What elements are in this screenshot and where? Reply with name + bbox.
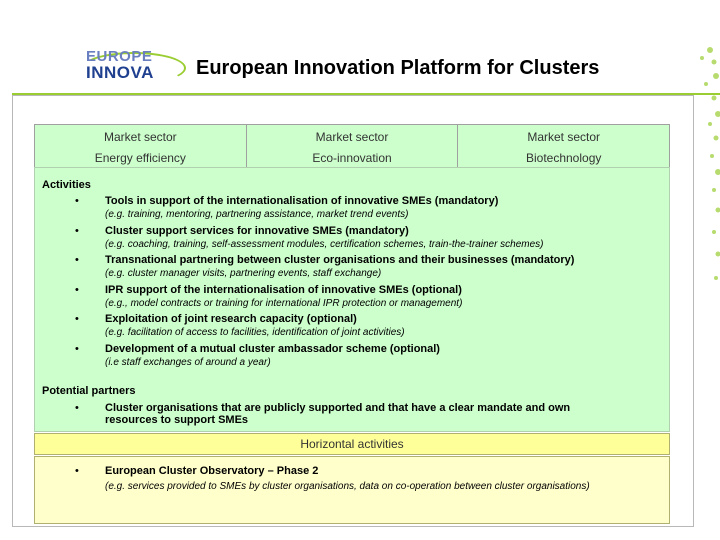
horizontal-activities-box [34,456,670,524]
activity-detail: (e.g., model contracts or training for international IPR protection or management) [105,298,463,309]
bullet: • [75,313,79,325]
sector-cell-eco [247,125,459,167]
activity-title: Tools in support of the internationalisation of innovative SMEs (mandatory) [105,195,499,207]
activity-title: Transnational partnering between cluster organisations and their businesses (mandatory) [105,254,575,266]
partners-heading: Potential partners [42,385,136,397]
activities-box [34,167,670,432]
logo-line1: EUROPE [86,48,153,65]
activity-detail: (e.g. cluster manager visits, partnering events, staff exchange) [105,268,382,279]
sector-label: Market sector [103,130,177,144]
sector-name: Eco-innovation [312,151,392,165]
sector-name: Biotechnology [525,151,602,165]
activities-heading: Activities [42,179,91,191]
bullet: • [75,195,79,207]
activity-detail: (e.g. coaching, training, self-assessment modules, certification schemes, train-the-trainer schemes) [105,239,544,250]
bullet: • [75,402,79,414]
market-sectors-row [34,124,670,168]
sector-label: Market sector [315,130,389,144]
logo-line2: INNOVA [86,63,154,82]
activity-detail: (e.g. facilitation of access to facilities, identification of joint activities) [105,327,405,338]
horizontal-detail: (e.g. services provided to SMEs by cluster organisations, data on co-operation between cluster organisations) [105,481,590,492]
bullet: • [75,284,79,296]
activity-detail: (e.g. training, mentoring, partnering assistance, market trend events) [105,209,409,220]
bullet: • [75,225,79,237]
sector-label: Market sector [527,130,601,144]
activity-detail: (i.e staff exchanges of around a year) [105,357,271,368]
sector-cell-energy [35,125,247,167]
activity-title: Development of a mutual cluster ambassador scheme (optional) [105,343,440,355]
sector-name: Energy efficiency [94,151,186,165]
horizontal-title: European Cluster Observatory – Phase 2 [105,465,319,477]
activity-title: IPR support of the internationalisation of innovative SMEs (optional) [105,284,462,296]
bullet: • [75,254,79,266]
sector-cell-biotech [458,125,669,167]
page-title: European Innovation Platform for Clusters [196,57,600,79]
bullet: • [75,465,79,477]
bullet: • [75,343,79,355]
activity-title: Exploitation of joint research capacity (optional) [105,313,357,325]
horizontal-activities-bar: Horizontal activities [34,433,670,455]
europe-innova-logo [86,48,182,82]
activity-title: Cluster support services for innovative SMEs (mandatory) [105,225,409,237]
partners-line2: resources to support SMEs [105,414,249,426]
partners-line1: Cluster organisations that are publicly supported and that have a clear mandate and own [105,402,571,414]
